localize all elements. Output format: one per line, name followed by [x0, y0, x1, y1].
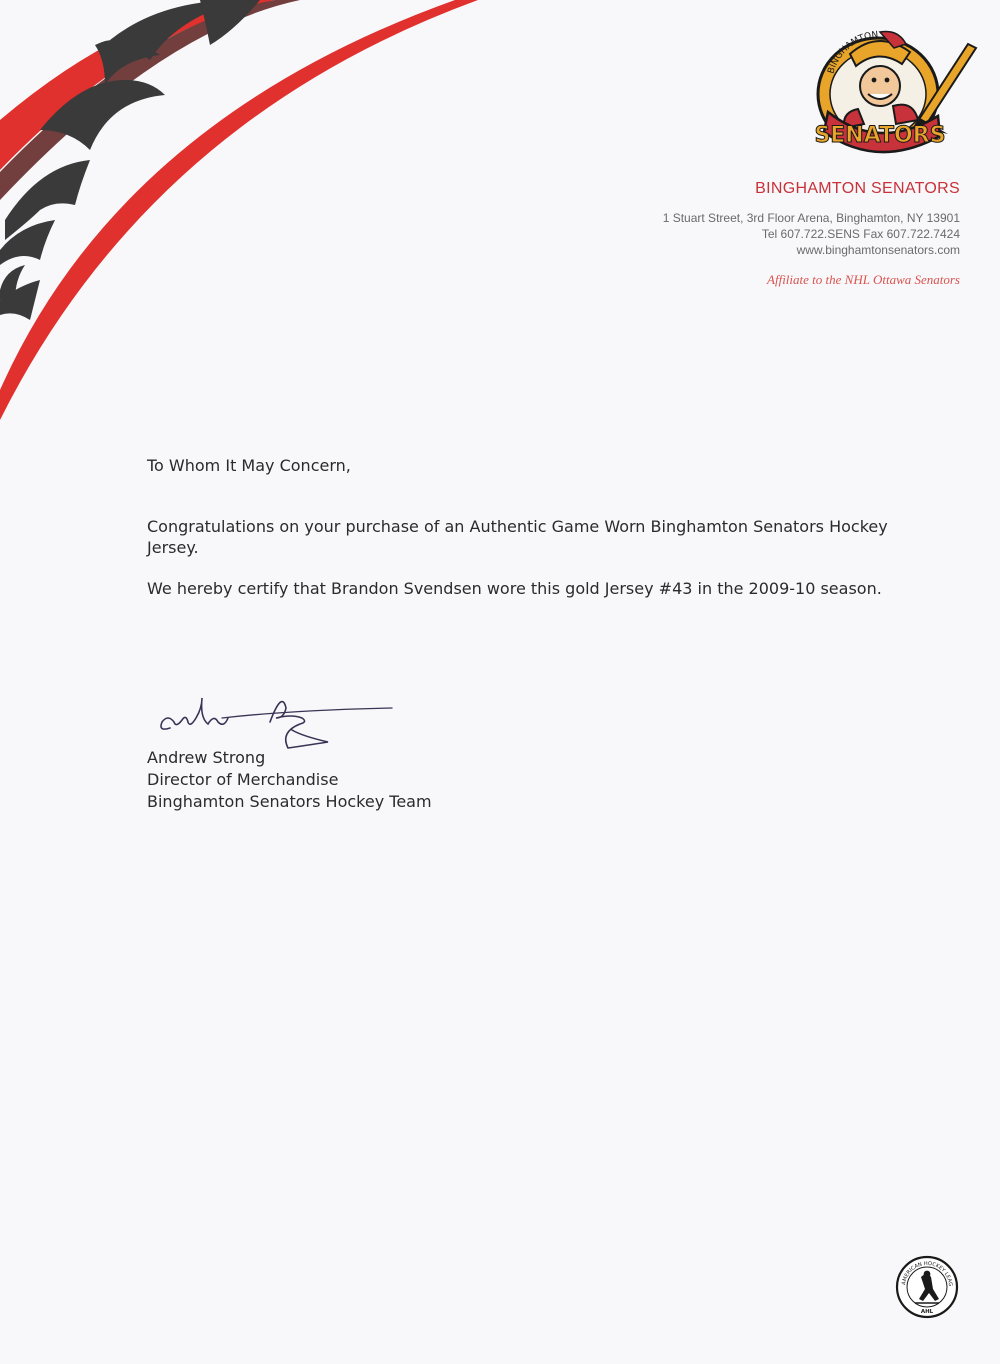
ahl-league-logo-icon — [895, 1255, 959, 1319]
organization-name: BINGHAMTON SENATORS — [755, 180, 960, 197]
paragraph-congratulations: Congratulations on your purchase of an Authentic Game Worn Binghamton Senators Hockey Jersey. — [147, 517, 888, 557]
signer-team: Binghamton Senators Hockey Team — [147, 792, 432, 811]
handwritten-signature — [152, 688, 402, 754]
letterhead — [540, 180, 960, 288]
signer-title: Director of Merchandise — [147, 770, 339, 789]
affiliate-line: Affiliate to the NHL Ottawa Senators — [767, 272, 960, 287]
phone-fax-line: Tel 607.722.SENS Fax 607.722.7424 — [761, 227, 960, 241]
salutation: To Whom It May Concern, — [147, 456, 351, 475]
ahl-abbr: AHL — [920, 1309, 934, 1315]
logo-arc-text: BINGHAMTON — [826, 30, 879, 75]
corner-swoosh-decoration — [0, 0, 480, 420]
website-line: www.binghamtonsenators.com — [796, 243, 960, 257]
inner-red-arc — [0, 0, 478, 420]
feather-top — [200, 0, 260, 45]
signer-name: Andrew Strong — [147, 748, 266, 767]
signoff-block — [147, 747, 432, 813]
letter-body — [147, 455, 907, 619]
address-line: 1 Stuart Street, 3rd Floor Arena, Binghamton, NY 13901 — [662, 211, 960, 225]
senators-mascot-logo-icon — [798, 24, 988, 174]
ahl-ring-text: AMERICAN HOCKEY LEAG — [901, 1260, 954, 1287]
paragraph-certification: We hereby certify that Brandon Svendsen wore this gold Jersey #43 in the 2009-10 season. — [147, 579, 882, 598]
logo-wordmark: SENATORS — [814, 123, 946, 148]
